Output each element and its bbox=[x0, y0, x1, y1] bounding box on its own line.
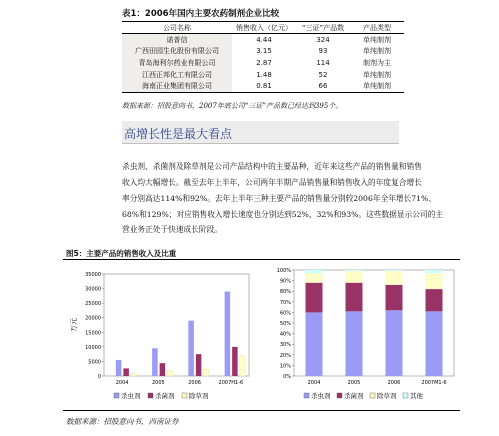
product-type-cell: 单纯制剂 bbox=[350, 80, 404, 92]
bar-杀虫剂-2007H1-6 bbox=[225, 291, 231, 376]
paragraph-line: 68%和129%；对应销售收入增长速度也分别达到52%、32%和93%。这些数据显示公司的主 bbox=[122, 209, 443, 219]
section-heading-bar bbox=[122, 121, 399, 144]
revenue-cell: 0.81 bbox=[232, 80, 296, 92]
section-heading: 高增长性是最大看点 bbox=[124, 127, 233, 141]
col-header-products: “三证”产品数 bbox=[296, 22, 350, 34]
figure-title: 图5：主要产品的销售收入及比重 bbox=[66, 249, 177, 258]
stack-其他-2007M1-6 bbox=[426, 270, 443, 273]
revenue-cell: 3.15 bbox=[256, 47, 272, 56]
product-count-cell: 66 bbox=[296, 80, 350, 92]
y-tick-label: 10000 bbox=[85, 344, 101, 351]
company-name: 广西田园生化股份有限公司 bbox=[122, 46, 232, 58]
y-tick-label: 30000 bbox=[85, 286, 101, 293]
y-tick-label: 60% bbox=[279, 310, 291, 317]
legend-swatch-0 bbox=[114, 393, 119, 398]
y-tick-label: 35000 bbox=[85, 272, 101, 278]
paragraph-2 bbox=[122, 191, 443, 238]
bar-杀虫剂-2004 bbox=[116, 360, 122, 376]
y-tick-label: 50% bbox=[279, 321, 291, 327]
stack-杀菌剂-2006 bbox=[386, 285, 403, 310]
y-tick-label: 20000 bbox=[85, 315, 101, 322]
y-tick-label: 90% bbox=[279, 278, 291, 285]
stack-杀虫剂-2006 bbox=[386, 310, 403, 376]
table-row bbox=[122, 69, 404, 81]
legend-swatch-1 bbox=[148, 393, 153, 398]
bar-杀虫剂-2006 bbox=[188, 321, 194, 376]
bar-杀菌剂-2004 bbox=[123, 368, 129, 376]
col-header-revenue: 销售收入（亿元） bbox=[232, 22, 296, 34]
bar-杀虫剂-2005 bbox=[152, 348, 158, 376]
paragraph-line bbox=[122, 191, 437, 207]
product-type-cell: 单纯制剂 bbox=[363, 35, 391, 44]
revenue-bar-chart bbox=[66, 262, 258, 407]
paragraph-line: 收入均大幅增长。截至去年上半年，公司两年半期产品销售量和销售收入的年度复合增长 bbox=[122, 177, 422, 187]
x-tick-label: 2004 bbox=[307, 380, 321, 386]
y-tick-label: 40% bbox=[279, 331, 291, 338]
enterprise-comparison-table bbox=[122, 21, 404, 93]
y-tick-label: 100% bbox=[276, 268, 291, 274]
table-row bbox=[122, 80, 404, 92]
bar-除草剂-2006 bbox=[203, 369, 209, 376]
table-title: 表1：2006年国内主要农药制剂企业比较 bbox=[122, 9, 280, 19]
stack-杀虫剂-2005 bbox=[346, 311, 363, 376]
y-tick-label: 80% bbox=[279, 289, 291, 296]
table-source-note: 数据来源：招股意向书，2007年底公司“三证”产品数已经达到395个。 bbox=[122, 102, 343, 110]
paragraph-fragment: 去年上半年三种主要产品的销售量分别较2006年全年增长71%、 bbox=[214, 194, 437, 203]
col-header-company: 公司名称 bbox=[122, 22, 232, 34]
y-tick-label: 20% bbox=[279, 352, 291, 359]
paragraph-line: 营业务正处于快速成长阶段。 bbox=[122, 225, 222, 235]
legend-label-0: 杀虫剂 bbox=[311, 392, 331, 400]
company-name: 青岛海利尔药业有限公司 bbox=[122, 57, 232, 69]
legend-swatch-2 bbox=[182, 393, 187, 398]
table-row bbox=[122, 34, 404, 46]
legend-swatch-1 bbox=[337, 393, 342, 398]
legend-label-3: 其他 bbox=[410, 392, 423, 400]
stack-其他-2004 bbox=[306, 270, 323, 273]
y-tick-label: 30% bbox=[279, 342, 291, 349]
figure-top-rule bbox=[63, 259, 460, 260]
revenue-cell: 4.44 bbox=[256, 35, 272, 44]
x-tick-label: 2005 bbox=[347, 380, 361, 386]
legend-label-0: 杀虫剂 bbox=[121, 392, 141, 400]
stack-杀虫剂-2007M1-6 bbox=[426, 311, 443, 376]
product-type-cell: 单纯制剂 bbox=[363, 70, 391, 79]
product-count-cell: 93 bbox=[318, 47, 328, 56]
x-tick-label: 2005 bbox=[152, 380, 165, 386]
y-tick-label: 0% bbox=[283, 374, 291, 380]
company-name: 海南正业集团有限公司 bbox=[122, 80, 232, 92]
y-tick-label: 70% bbox=[279, 299, 291, 306]
legend-swatch-2 bbox=[370, 393, 375, 398]
legend-label-2: 除草剂 bbox=[189, 392, 209, 400]
bar-杀菌剂-2006 bbox=[196, 354, 202, 376]
stack-除草剂-2004 bbox=[306, 273, 323, 283]
y-tick-label: 25000 bbox=[85, 301, 101, 308]
company-name: 诺普信 bbox=[122, 34, 232, 46]
legend-label-1: 杀菌剂 bbox=[155, 392, 175, 400]
paragraph-line: 杀虫剂、杀菌剂及除草剂是公司产品结构中的主要品种，近年来这些产品的销售量和销售 bbox=[122, 162, 422, 171]
stack-其他-2005 bbox=[346, 270, 363, 271]
product-count-cell: 52 bbox=[318, 70, 328, 79]
y-axis-label: 万元 bbox=[70, 318, 78, 332]
x-tick-label: 2007M1-6 bbox=[421, 380, 447, 386]
legend-label-1: 杀菌剂 bbox=[344, 392, 364, 400]
paragraph-1 bbox=[122, 159, 422, 190]
company-name: 江西正邦化工有限公司 bbox=[122, 69, 232, 81]
legend-label-2: 除草剂 bbox=[377, 392, 397, 400]
y-tick-label: 5000 bbox=[88, 359, 101, 366]
share-stacked-bar-chart bbox=[266, 262, 458, 407]
y-tick-label: 10% bbox=[279, 363, 291, 370]
stack-除草剂-2007M1-6 bbox=[426, 273, 443, 289]
stack-除草剂-2005 bbox=[346, 271, 363, 283]
product-type-cell: 单纯制剂 bbox=[363, 47, 391, 56]
legend-swatch-3 bbox=[403, 393, 408, 398]
bar-除草剂-2005 bbox=[167, 370, 173, 376]
stack-其他-2006 bbox=[386, 270, 403, 271]
y-tick-label: 0 bbox=[97, 374, 101, 380]
stack-杀菌剂-2005 bbox=[346, 283, 363, 312]
bar-除草剂-2004 bbox=[131, 374, 137, 376]
x-tick-label: 2006 bbox=[387, 380, 401, 386]
x-tick-label: 2006 bbox=[188, 380, 201, 386]
table-row bbox=[122, 46, 404, 58]
x-tick-label: 2004 bbox=[115, 380, 129, 386]
product-type-cell: 制剂为主 bbox=[363, 58, 391, 67]
paragraph-fragment: 率分别高达114%和92%。 bbox=[122, 194, 215, 203]
table-row bbox=[122, 57, 404, 69]
product-count-cell: 114 bbox=[316, 58, 330, 67]
bar-除草剂-2007H1-6 bbox=[240, 356, 246, 376]
revenue-cell: 1.48 bbox=[256, 70, 272, 79]
x-tick-label: 2007H1-6 bbox=[218, 380, 244, 386]
figure-source-note: 数据来源：招股意向书，西南证券 bbox=[66, 417, 179, 426]
stack-除草剂-2006 bbox=[386, 271, 403, 285]
y-tick-label: 15000 bbox=[85, 330, 101, 337]
bar-杀菌剂-2005 bbox=[160, 363, 166, 376]
figure-bottom-rule bbox=[63, 410, 460, 411]
table-header-row bbox=[122, 22, 404, 34]
stack-杀虫剂-2004 bbox=[306, 312, 323, 376]
legend-swatch-0 bbox=[304, 393, 309, 398]
col-header-type: 产品类型 bbox=[350, 22, 404, 34]
stack-杀菌剂-2007M1-6 bbox=[426, 289, 443, 311]
bar-杀菌剂-2007H1-6 bbox=[232, 347, 238, 376]
stack-杀菌剂-2004 bbox=[306, 283, 323, 313]
revenue-cell: 2.87 bbox=[256, 58, 272, 67]
product-count-cell: 324 bbox=[316, 35, 330, 44]
